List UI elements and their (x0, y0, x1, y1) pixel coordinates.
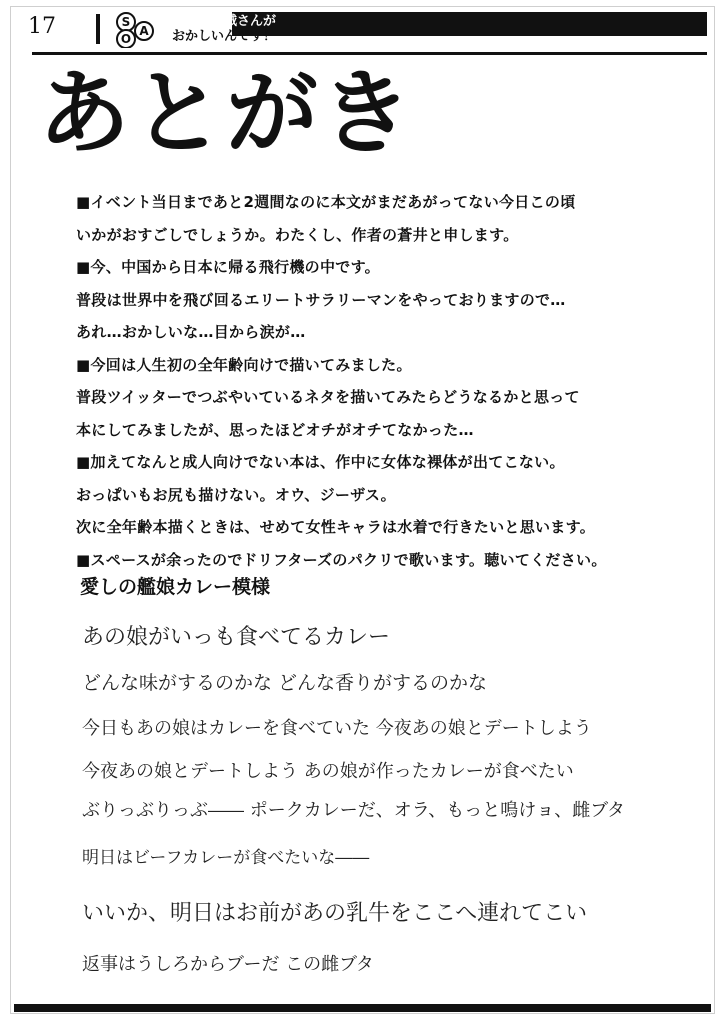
body-line: おっぱいもお尻も描けない。オウ、ジーザス。 (76, 485, 396, 504)
header-black-band (232, 12, 707, 36)
lyric-line: いいか、明日はお前があの乳牛をここへ連れてこい (82, 901, 588, 926)
body-line: ■イベント当日まであと2週間なのに本文がまだあがってない今日この頃 (76, 193, 576, 211)
lyric-line: ぶりっぶりっぶ―― ポークカレーだ、オラ、もっと鳴けョ、雌ブタ (82, 800, 626, 821)
header-divider (96, 14, 100, 44)
lyric-line: どんな味がするのかな どんな香りがするのかな (82, 672, 488, 694)
book-title-line2: おかしいんです！ (172, 29, 277, 44)
lyric-line: 今夜あの娘とデートしよう あの娘が作ったカレーが食べたい (82, 761, 574, 782)
page-title: あとがき (38, 60, 415, 167)
body-line: 普段ツイッターでつぶやいているネタを描いてみたらどうなるかと思って (76, 388, 580, 406)
body-line: いかがおすごしでしょうか。わたくし、作者の蒼井と申します。 (76, 225, 519, 244)
body-line: 次に全年齢本描くときは、せめて女性キャラは水着で行きたいと思います。 (76, 518, 596, 536)
body-line: あれ…おかしいな…目から涙が… (76, 323, 306, 341)
logo-letter-o: O (120, 32, 132, 46)
book-title (172, 14, 276, 44)
lyric-line: 明日はビーフカレーが食べたいな―― (82, 848, 370, 868)
body-line: 普段は世界中を飛び回るエリートサラリーマンをやっておりますので… (76, 290, 566, 309)
body-line: ■スペースが余ったのでドリフターズのパクリで歌います。聴いてください。 (76, 550, 607, 569)
soa-logo (110, 12, 170, 48)
bottom-border (14, 1004, 711, 1012)
body-line: ■加えてなんと成人向けでない本は、作中に女体な裸体が出てこない。 (76, 453, 565, 471)
logo-letter-s: S (121, 15, 131, 29)
song-title: 愛しの艦娘カレー模様 (80, 576, 271, 598)
lyric-line: あの娘がいっも食べてるカレー (82, 625, 391, 650)
lyric-line: 今日もあの娘はカレーを食べていた 今夜あの娘とデートしよう (82, 718, 592, 739)
body-line: ■今回は人生初の全年齢向けで描いてみました。 (76, 355, 412, 374)
page-number: 17 (28, 14, 56, 39)
body-line: ■今、中国から日本に帰る飛行機の中です。 (76, 258, 380, 276)
afterword-body (76, 186, 676, 576)
logo-letter-a: A (139, 24, 149, 38)
book-title-line1: 最近、赤城さんが (172, 14, 277, 29)
lyric-line: 返事はうしろからブーだ この雌ブタ (82, 954, 374, 975)
body-line: 本にしてみましたが、思ったほどオチがオチてなかった… (76, 420, 474, 439)
